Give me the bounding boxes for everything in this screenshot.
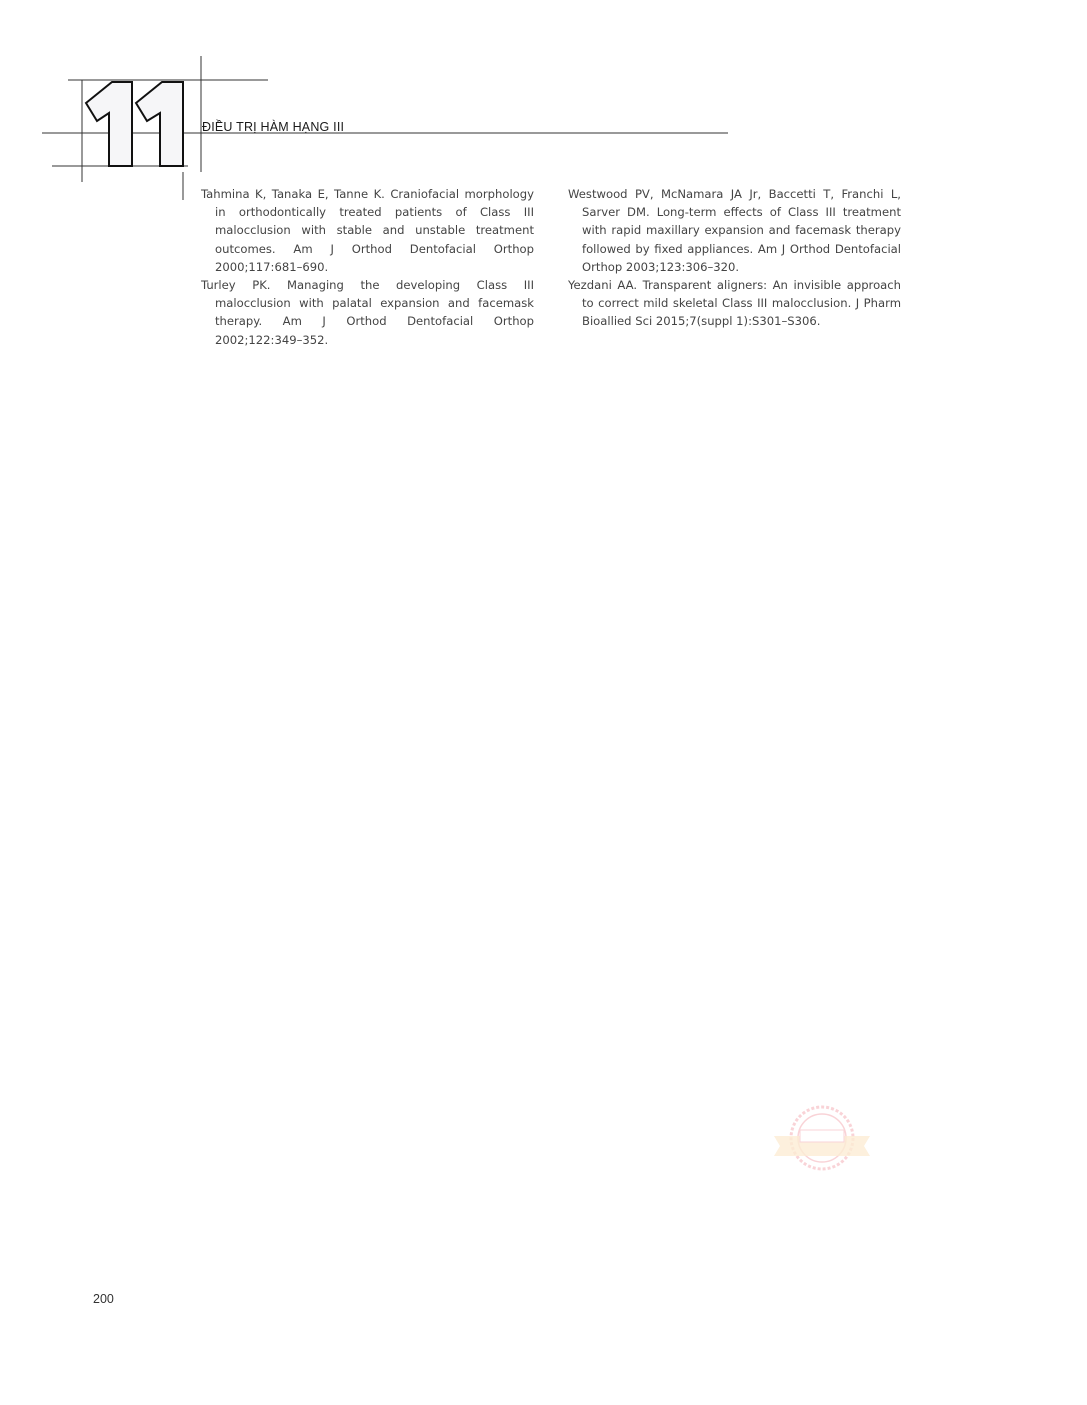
- references-left-column: [201, 185, 534, 349]
- reference-item: Turley PK. Managing the developing Class III malocclusion with palatal expansion and facemask therapy. Am J Orthod Dentofacial Orthop 2002;122:349–352.: [201, 278, 534, 347]
- page-number: 200: [93, 1292, 114, 1306]
- reference-item: Yezdani AA. Transparent aligners: An invisible approach to correct mild skeletal Class III malocclusion. J Pharm Bioallied Sci 2015;7(suppl 1):S301–S306.: [568, 278, 901, 329]
- reference-item: Westwood PV, McNamara JA Jr, Baccetti T, Franchi L, Sarver DM. Long-term effects of Class III treatment with rapid maxillary expansion and facemask therapy followed by fixed appliances. Am J Orthod Dentofacial Orthop 2003;123:306–320.: [568, 187, 901, 274]
- chapter-title: ĐIỀU TRỊ HÀM HẠNG III: [202, 120, 345, 134]
- references-right-column: [568, 185, 901, 331]
- watermark-stamp: [770, 1102, 874, 1174]
- chapter-header: [0, 0, 760, 210]
- chapter-number-graphic: [0, 0, 760, 210]
- reference-item: Tahmina K, Tanaka E, Tanne K. Craniofacial morphology in orthodontically treated patients of Class III malocclusion with stable and unstable treatment outcomes. Am J Orthod Dentofacial Orthop 2000;117:681–690.: [201, 187, 534, 274]
- chapter-number-text: 11: [0, 0, 2, 1]
- stamp-icon: [770, 1102, 874, 1174]
